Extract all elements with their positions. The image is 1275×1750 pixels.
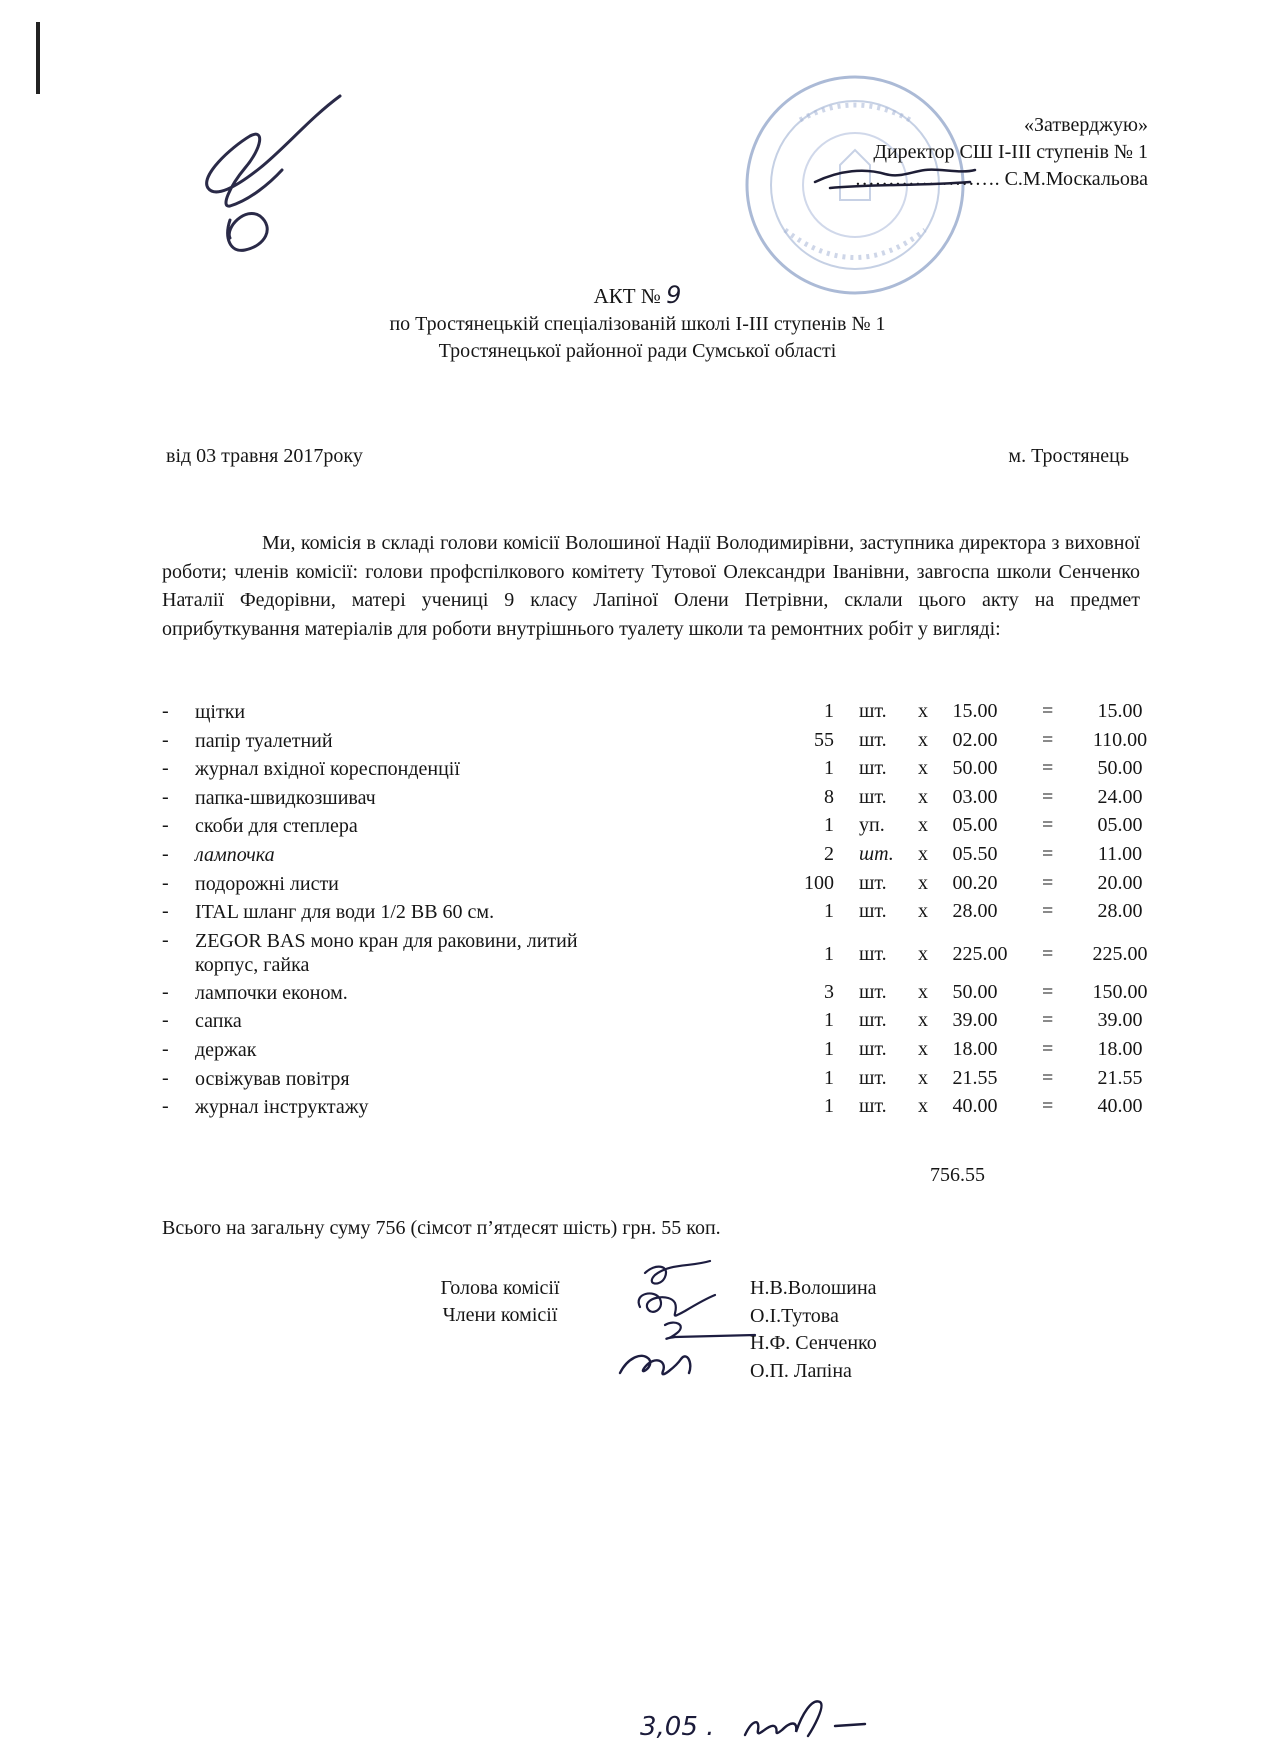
signature-names <box>750 1275 877 1385</box>
item-unit: шт. <box>859 1066 887 1089</box>
item-equals: = <box>1042 785 1054 808</box>
item-equals: = <box>1042 1066 1054 1089</box>
item-price: 00.20 <box>952 871 998 894</box>
item-equals: = <box>1042 700 1054 722</box>
item-unit: шт. <box>859 1095 887 1118</box>
item-price: 15.00 <box>952 700 998 722</box>
title-line-2: по Тростянецькій спеціалізованій школі І-ІІІ ступенів № 1 <box>389 313 886 335</box>
act-heading <box>0 283 1275 308</box>
item-equals: = <box>1042 814 1054 837</box>
item-price: 05.50 <box>952 842 998 865</box>
item-times: х <box>918 785 928 808</box>
approval-name: С.М.Москальова <box>1004 168 1148 190</box>
item-total: 110.00 <box>1092 728 1148 751</box>
director-signature <box>810 160 980 195</box>
item-name: скоби для степлера <box>195 815 358 838</box>
item-equals: = <box>1042 942 1054 965</box>
item-qty: 2 <box>824 842 834 865</box>
item-price: 40.00 <box>952 1095 998 1118</box>
item-name: подорожні листи <box>195 872 339 895</box>
item-qty: 3 <box>824 980 834 1003</box>
item-total: 28.00 <box>1097 900 1143 923</box>
item-name: щітки <box>195 701 246 723</box>
signature-roles <box>400 1275 600 1329</box>
item-times: х <box>918 728 928 751</box>
act-label: АКТ № <box>593 284 661 308</box>
item-qty: 8 <box>824 785 834 808</box>
signatory-name: О.І.Тутова <box>750 1304 839 1327</box>
item-qty: 1 <box>824 900 834 923</box>
item-price: 21.55 <box>952 1066 998 1089</box>
intro-paragraph <box>162 529 1140 643</box>
item-dash: - <box>162 785 169 808</box>
item-equals: = <box>1042 900 1054 923</box>
item-total: 225.00 <box>1092 942 1148 965</box>
title-line-3: Тростянецької районної ради Сумської області <box>438 340 837 362</box>
item-dash: - <box>162 1037 169 1060</box>
item-qty: 1 <box>824 757 834 780</box>
chair-role: Голова комісії <box>440 1277 560 1299</box>
item-name: лампочки економ. <box>195 981 348 1004</box>
signatory-name: Н.Ф. Сенченко <box>750 1332 877 1354</box>
item-unit: шт. <box>859 1037 887 1060</box>
item-name: держак <box>195 1038 257 1061</box>
item-times: х <box>918 871 928 894</box>
item-times: х <box>918 814 928 837</box>
item-total: 50.00 <box>1097 757 1143 780</box>
signatory-name: О.П. Лапіна <box>750 1359 852 1382</box>
item-times: х <box>918 757 928 780</box>
item-unit: шт. <box>859 900 887 923</box>
item-times: х <box>918 1066 928 1089</box>
approval-dots: …………………. <box>854 168 1000 190</box>
item-unit: шт. <box>859 980 887 1003</box>
item-price: 28.00 <box>952 900 998 923</box>
item-price: 05.00 <box>952 814 998 837</box>
item-price: 50.00 <box>952 757 998 780</box>
item-times: х <box>918 980 928 1003</box>
document-title <box>0 283 1275 363</box>
item-qty: 1 <box>824 1037 834 1060</box>
member-signatures <box>615 1255 765 1395</box>
item-dash: - <box>162 700 169 722</box>
item-dash: - <box>162 814 169 837</box>
item-times: х <box>918 1037 928 1060</box>
document-city: м. Тростянець <box>1008 445 1129 467</box>
item-qty: 55 <box>814 728 834 751</box>
item-unit: шт. <box>859 700 887 722</box>
item-dash: - <box>162 900 169 923</box>
item-price: 18.00 <box>952 1037 998 1060</box>
item-times: х <box>918 942 928 965</box>
members-role: Члени комісії <box>442 1304 558 1326</box>
item-name: лампочка <box>195 843 275 866</box>
item-dash: - <box>162 871 169 894</box>
item-name: папір туалетний <box>195 729 333 752</box>
item-equals: = <box>1042 1037 1054 1060</box>
item-unit: шт. <box>859 942 887 965</box>
item-name: освіжував повітря <box>195 1067 350 1090</box>
item-total: 40.00 <box>1097 1095 1143 1118</box>
item-total: 18.00 <box>1097 1037 1143 1060</box>
item-price: 03.00 <box>952 785 998 808</box>
item-qty: 1 <box>824 700 834 722</box>
approval-label: «Затверджую» <box>1024 114 1148 136</box>
item-equals: = <box>1042 842 1054 865</box>
item-total: 24.00 <box>1097 785 1143 808</box>
item-equals: = <box>1042 1009 1054 1032</box>
item-total: 39.00 <box>1097 1009 1143 1032</box>
margin-mark <box>36 22 40 94</box>
item-times: х <box>918 1095 928 1118</box>
item-total: 11.00 <box>1097 842 1143 865</box>
item-equals: = <box>1042 871 1054 894</box>
item-unit: шт. <box>859 842 894 865</box>
item-unit: шт. <box>859 785 887 808</box>
handwritten-note: 3,05 . <box>640 1712 715 1742</box>
item-dash: - <box>162 928 169 951</box>
item-dash: - <box>162 1009 169 1032</box>
item-times: х <box>918 842 928 865</box>
item-name: журнал вхідної кореспонденції <box>195 758 460 781</box>
item-unit: уп. <box>859 814 885 837</box>
item-qty: 1 <box>824 814 834 837</box>
item-equals: = <box>1042 1095 1054 1118</box>
item-name: сапка <box>195 1010 242 1033</box>
item-times: х <box>918 700 928 722</box>
item-name: папка-швидкозшивач <box>195 786 376 809</box>
act-number: 9 <box>666 281 682 309</box>
item-dash: - <box>162 728 169 751</box>
item-name: ITAL шланг для води 1/2 ВВ 60 см. <box>195 901 495 924</box>
intro-text: Ми, комісія в складі голови комісії Волошиної Надії Володимирівни, заступника директора з виховної роботи; членів комісії: голови профспілкового комітету Тутової Олександри Іванівни, завгоспа школи Сенченко Наталії Федорівни, матері учениці 9 класу Лапіної Олени Петрівни, склали цього акту на предмет оприбуткування матеріалів для роботи внутрішнього туалету школи та ремонтних робіт у вигляді: <box>162 532 1140 640</box>
item-total: 05.00 <box>1097 814 1143 837</box>
item-price: 02.00 <box>952 728 998 751</box>
item-qty: 1 <box>824 1095 834 1118</box>
item-dash: - <box>162 1066 169 1089</box>
item-name: ZEGOR BAS моно кран для раковини, литий корпус, гайка <box>195 929 578 976</box>
grand-total: 756.55 <box>930 1164 985 1186</box>
item-times: х <box>918 1009 928 1032</box>
item-dash: - <box>162 842 169 865</box>
item-qty: 1 <box>824 942 834 965</box>
item-unit: шт. <box>859 1009 887 1032</box>
approval-position: Директор СШ І-ІІІ ступенів № 1 <box>873 141 1148 163</box>
item-equals: = <box>1042 728 1054 751</box>
document-date: від 03 травня 2017року <box>166 445 363 467</box>
item-price: 50.00 <box>952 980 998 1003</box>
item-total: 15.00 <box>1097 700 1143 722</box>
item-equals: = <box>1042 980 1054 1003</box>
item-price: 225.00 <box>952 942 1008 965</box>
total-sentence: Всього на загальну суму 756 (сімсот п’ятдесят шість) грн. 55 коп. <box>162 1217 721 1239</box>
item-dash: - <box>162 1095 169 1118</box>
item-dash: - <box>162 757 169 780</box>
item-unit: шт. <box>859 871 887 894</box>
resolution-signature <box>190 88 350 258</box>
item-dash: - <box>162 980 169 1003</box>
item-name: журнал інструктажу <box>195 1096 369 1119</box>
item-times: х <box>918 900 928 923</box>
item-total: 150.00 <box>1092 980 1148 1003</box>
item-unit: шт. <box>859 757 887 780</box>
item-qty: 100 <box>804 871 834 894</box>
item-total: 21.55 <box>1097 1066 1143 1089</box>
handwritten-initials <box>740 1690 880 1745</box>
item-unit: шт. <box>859 728 887 751</box>
item-qty: 1 <box>824 1066 834 1089</box>
item-price: 39.00 <box>952 1009 998 1032</box>
item-qty: 1 <box>824 1009 834 1032</box>
item-total: 20.00 <box>1097 871 1143 894</box>
item-equals: = <box>1042 757 1054 780</box>
signatory-name: Н.В.Волошина <box>750 1277 877 1299</box>
